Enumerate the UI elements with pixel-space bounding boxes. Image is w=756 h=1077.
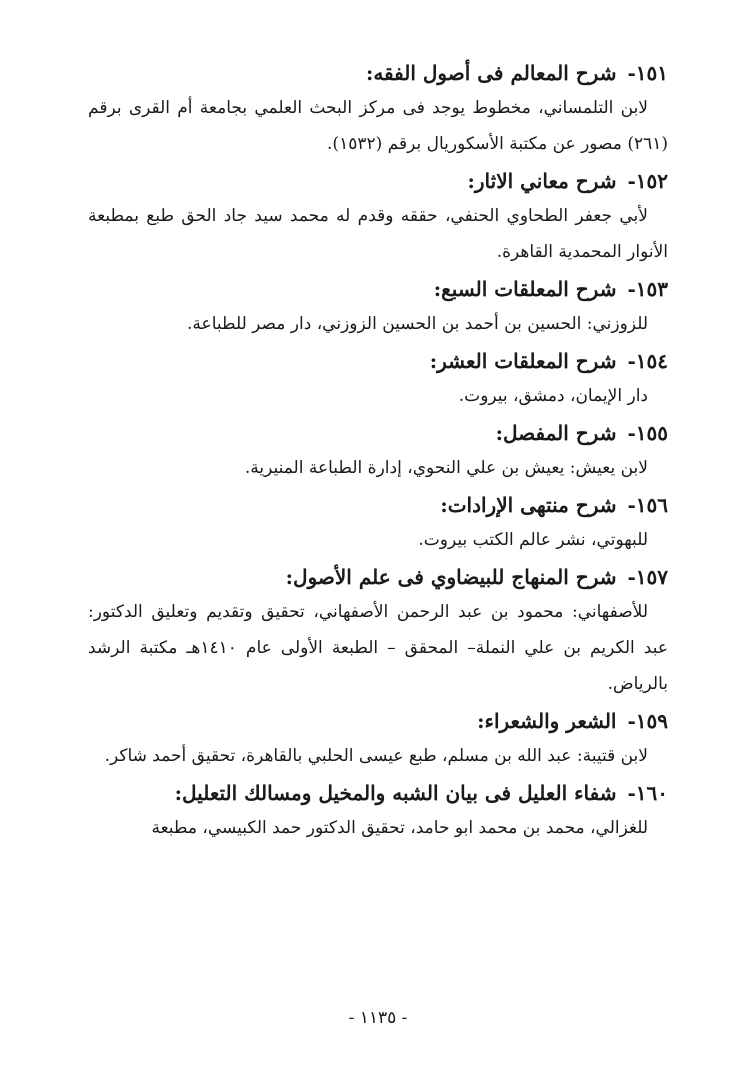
entry-heading: [88, 488, 668, 522]
entry-heading: [88, 704, 668, 738]
entry-title: شرح منتهى الإرادات:: [440, 493, 617, 517]
entry-body: لابن يعيش: يعيش بن علي النحوي، إدارة الطباعة المنيرية.: [244, 458, 648, 478]
entry-number: ١٦٠-: [627, 781, 668, 805]
entry-body: للغزالي، محمد بن محمد ابو حامد، تحقيق الدكتور حمد الكبيسي، مطبعة: [151, 818, 648, 838]
entry-body: لابن التلمساني، مخطوط يوجد فى مركز البحث العلمي بجامعة أم القرى برقم (٢٦١) مصور عن مكتبة الأسكوريال برقم (١٥٣٢).: [88, 98, 668, 154]
entry-number: ١٥١-: [627, 61, 668, 85]
entry-body: دار الإيمان، دمشق، بيروت.: [458, 386, 648, 406]
entry-160: [88, 776, 668, 846]
entry-heading: [88, 776, 668, 810]
entry-title: شرح المفصل:: [495, 421, 617, 445]
entry-body: للبهوتي، نشر عالم الكتب بيروت.: [418, 530, 648, 550]
entry-156: [88, 488, 668, 558]
entry-number: ١٥٩-: [627, 709, 668, 733]
entry-body: للأصفهاني: محمود بن عبد الرحمن الأصفهاني، تحقيق وتقديم وتعليق الدكتور: عبد الكريم بن علي النملة– المحقق – الطبعة الأولى عام ١٤١٠هـ مكتبة الرشد بالرياض.: [88, 602, 668, 694]
entry-body: للزوزني: الحسين بن أحمد بن الحسين الزوزني، دار مصر للطباعة.: [187, 314, 648, 334]
entry-heading: [88, 56, 668, 90]
entry-title: شفاء العليل فى بيان الشبه والمخيل ومسالك التعليل:: [174, 781, 617, 805]
entry-number: ١٥٦-: [627, 493, 668, 517]
entry-number: ١٥٥-: [627, 421, 668, 445]
entry-heading: [88, 272, 668, 306]
entry-title: شرح المنهاج للبيضاوي فى علم الأصول:: [285, 565, 617, 589]
entry-title: شرح المعلقات العشر:: [429, 349, 617, 373]
entry-title: الشعر والشعراء:: [477, 709, 617, 733]
entry-159: [88, 704, 668, 774]
entry-heading: [88, 560, 668, 594]
entry-body: لابن قتيبة: عبد الله بن مسلم، طبع عيسى الحلبي بالقاهرة، تحقيق أحمد شاكر.: [104, 746, 648, 766]
entry-title: شرح معاني الاثار:: [467, 169, 617, 193]
entry-number: ١٥٢-: [627, 169, 668, 193]
entry-153: [88, 272, 668, 342]
entry-154: [88, 344, 668, 414]
entry-151: [88, 56, 668, 162]
entry-152: [88, 164, 668, 270]
entry-title: شرح المعلقات السبع:: [433, 277, 617, 301]
entry-157: [88, 560, 668, 702]
entry-heading: [88, 416, 668, 450]
entry-155: [88, 416, 668, 486]
entry-body: لأبي جعفر الطحاوي الحنفي، حققه وقدم له محمد سيد جاد الحق طبع بمطبعة الأنوار المحمدية القاهرة.: [88, 206, 668, 262]
document-page: [88, 56, 668, 848]
entry-heading: [88, 344, 668, 378]
page-number: - ١١٣٥ -: [348, 1008, 408, 1028]
entry-number: ١٥٤-: [627, 349, 668, 373]
entry-number: ١٥٣-: [627, 277, 668, 301]
entry-title: شرح المعالم فى أصول الفقه:: [365, 61, 617, 85]
entry-number: ١٥٧-: [627, 565, 668, 589]
entry-heading: [88, 164, 668, 198]
